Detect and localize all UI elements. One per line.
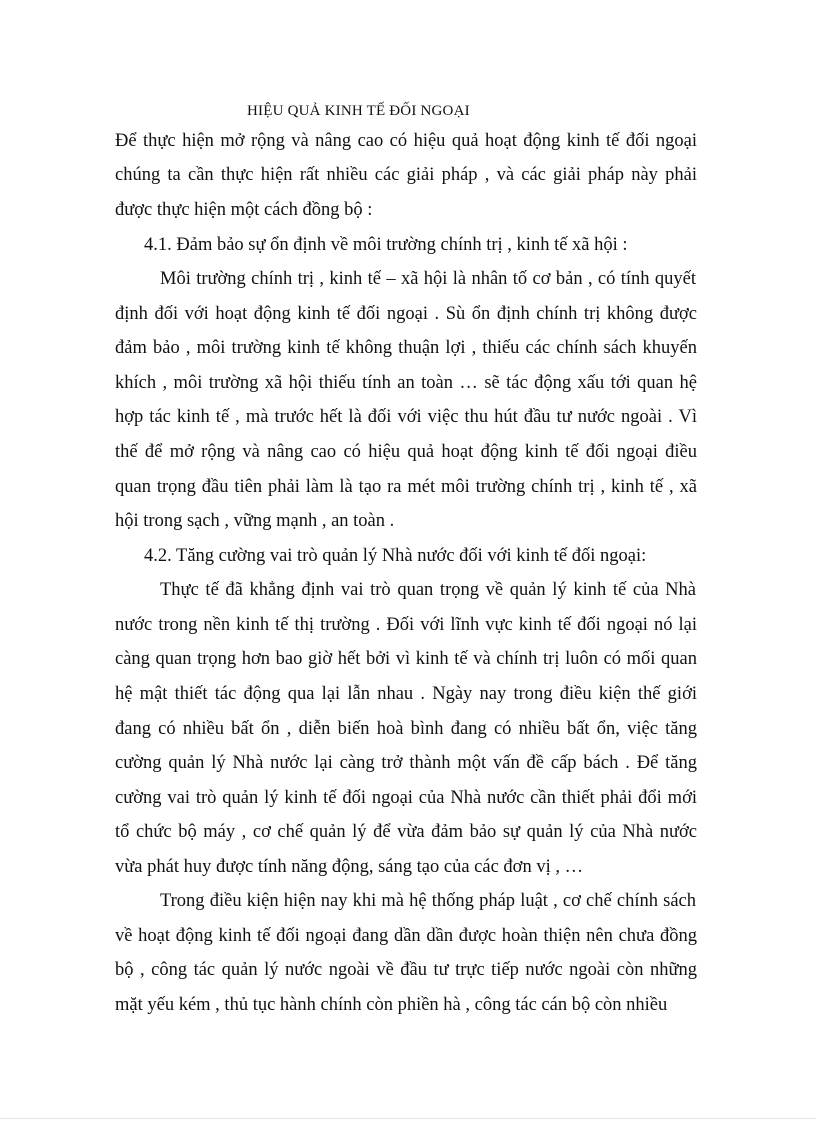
page-title: HIỆU QUẢ KINH TẾ ĐỐI NGOẠI [247, 103, 470, 119]
page-bottom-edge [0, 1118, 816, 1119]
paragraph-line: vừa phát huy được tính năng động, sáng tạo của các đơn vị , … [115, 857, 584, 877]
paragraph-line: càng quan trọng hơn bao giờ hết bởi vì kinh tế và chính trị luôn có mối quan [115, 649, 697, 669]
paragraph-line: quan trọng đầu tiên phải làm là tạo ra mét môi trường chính trị , kinh tế , xã [115, 477, 697, 497]
paragraph-line: Để thực hiện mở rộng và nâng cao có hiệu quả hoạt động kinh tế đối ngoại [115, 131, 697, 151]
paragraph-line: nước trong nền kinh tế thị trường . Đối với lĩnh vực kinh tế đối ngoại nó lại [115, 615, 697, 635]
paragraph-line: Trong điều kiện hiện nay khi mà hệ thống pháp luật , cơ chế chính sách [160, 891, 696, 911]
paragraph-line: định đối với hoạt động kinh tế đối ngoại . Sù ổn định chính trị không được [115, 304, 697, 324]
section-heading-4-1: 4.1. Đảm bảo sự ổn định về môi trường chính trị , kinh tế xã hội : [144, 235, 628, 255]
paragraph-line: cường quản lý Nhà nước lại càng trở thành một vấn đề cấp bách . Để tăng [115, 753, 697, 773]
paragraph-line: thế để mở rộng và nâng cao có hiệu quả hoạt động kinh tế đối ngoại điều [115, 442, 697, 462]
paragraph-line: mặt yếu kém , thủ tục hành chính còn phiền hà , công tác cán bộ còn nhiều [115, 995, 668, 1015]
paragraph-line: đảm bảo , môi trường kinh tế không thuận lợi , thiếu các chính sách khuyến [115, 338, 697, 358]
paragraph-line: bộ , công tác quản lý nước ngoài về đầu tư trực tiếp nước ngoài còn những [115, 960, 697, 980]
paragraph-line: về hoạt động kinh tế đối ngoại đang dần dần được hoàn thiện nên chưa đồng [115, 926, 697, 946]
paragraph-line: khích , môi trường xã hội thiếu tính an toàn … sẽ tác động xấu tới quan hệ [115, 373, 697, 393]
paragraph-line: Thực tế đã khẳng định vai trò quan trọng về quản lý kinh tế của Nhà [160, 580, 696, 600]
paragraph-line: đang có nhiều bất ổn , diễn biến hoà bình đang có nhiều bất ổn, việc tăng [115, 719, 697, 739]
paragraph-line: hợp tác kinh tế , mà trước hết là đối với việc thu hút đầu tư nước ngoài . Vì [115, 407, 697, 427]
paragraph-line: tổ chức bộ máy , cơ chế quản lý để vừa đảm bảo sự quản lý của Nhà nước [115, 822, 697, 842]
paragraph-line: Môi trường chính trị , kinh tế – xã hội là nhân tố cơ bản , có tính quyết [160, 269, 696, 289]
paragraph-line: hội trong sạch , vững mạnh , an toàn . [115, 511, 395, 531]
paragraph-line: được thực hiện một cách đồng bộ : [115, 200, 373, 220]
paragraph-line: hệ mật thiết tác động qua lại lẫn nhau . Ngày nay trong điều kiện thế giới [115, 684, 697, 704]
paragraph-line: chúng ta cần thực hiện rất nhiều các giải pháp , và các giải pháp này phải [115, 165, 697, 185]
section-heading-4-2: 4.2. Tăng cường vai trò quản lý Nhà nước đối với kinh tế đối ngoại: [144, 546, 647, 566]
paragraph-line: cường vai trò quản lý kinh tế đối ngoại của Nhà nước cần thiết phải đổi mới [115, 788, 697, 808]
